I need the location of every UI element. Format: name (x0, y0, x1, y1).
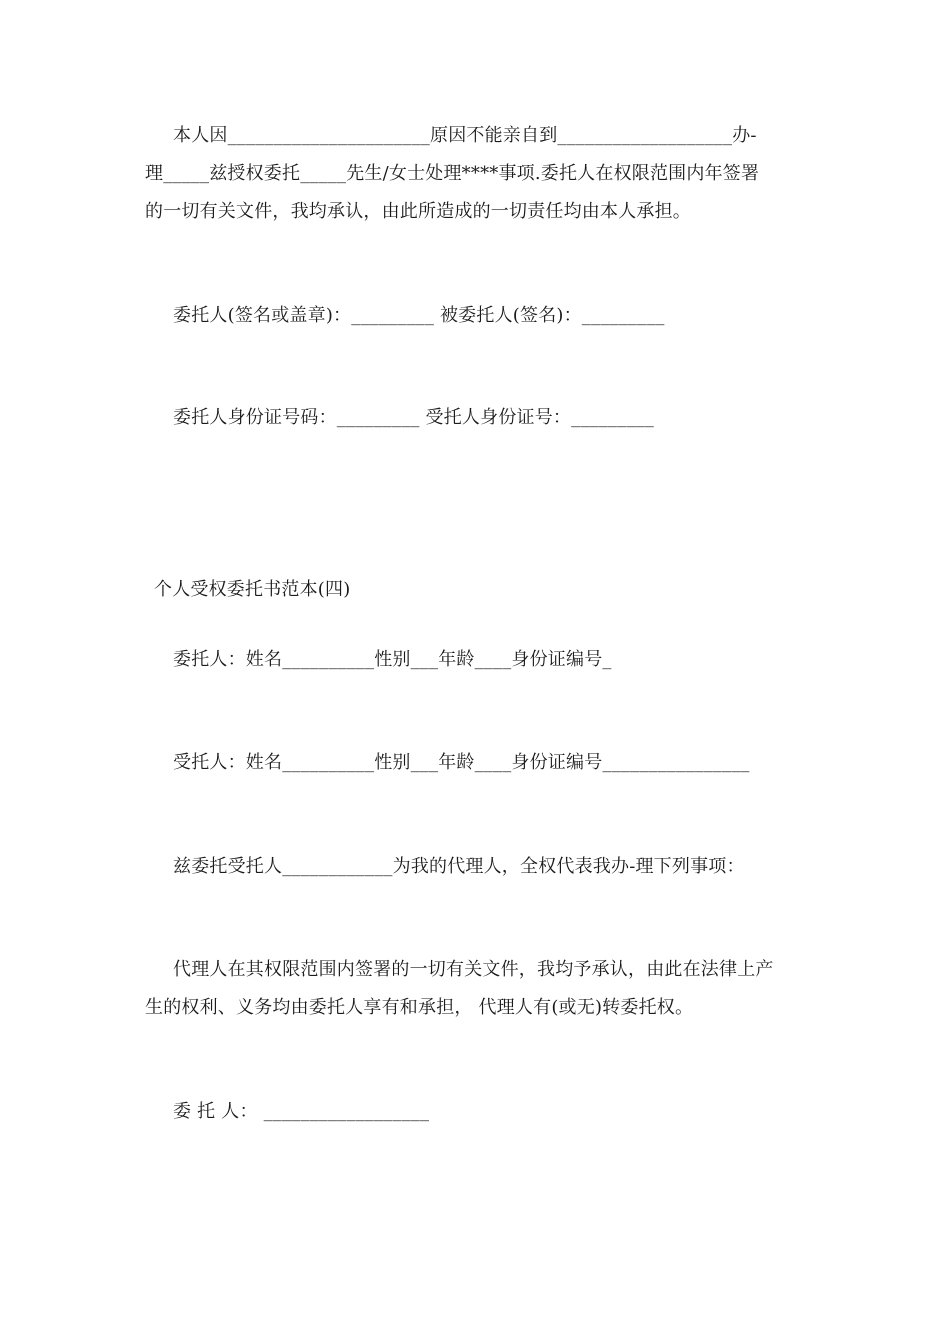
agent-info-line: 受托人：姓名__________性别___年龄____身份证编号________________ (173, 752, 750, 773)
para1-line2: 理_____兹授权委托_____先生/女士处理****事项.委托人在权限范围内年签署 (145, 163, 760, 184)
section-title: 个人受权委托书范本(四) (154, 579, 351, 600)
para1-line1: 本人因______________________原因不能亲自到___________________办- (173, 125, 757, 146)
authority-line2: 生的权利、义务均由委托人享有和承担， 代理人有(或无)转委托权。 (145, 997, 694, 1018)
id-number-line: 委托人身份证号码：_________ 受托人身份证号：_________ (173, 407, 654, 428)
authority-line1: 代理人在其权限范围内签署的一切有关文件，我均予承认，由此在法律上产 (173, 959, 774, 980)
signature-line: 委托人(签名或盖章)：_________ 被委托人(签名)：_________ (173, 305, 665, 326)
appointment-line: 兹委托受托人____________为我的代理人，全权代表我办-理下列事项： (173, 856, 745, 877)
para1-line3: 的一切有关文件，我均承认，由此所造成的一切责任均由本人承担。 (145, 201, 691, 222)
final-signature-line: 委 托 人： __________________ (173, 1101, 430, 1122)
principal-info-line: 委托人：姓名__________性别___年龄____身份证编号_ (173, 649, 612, 670)
